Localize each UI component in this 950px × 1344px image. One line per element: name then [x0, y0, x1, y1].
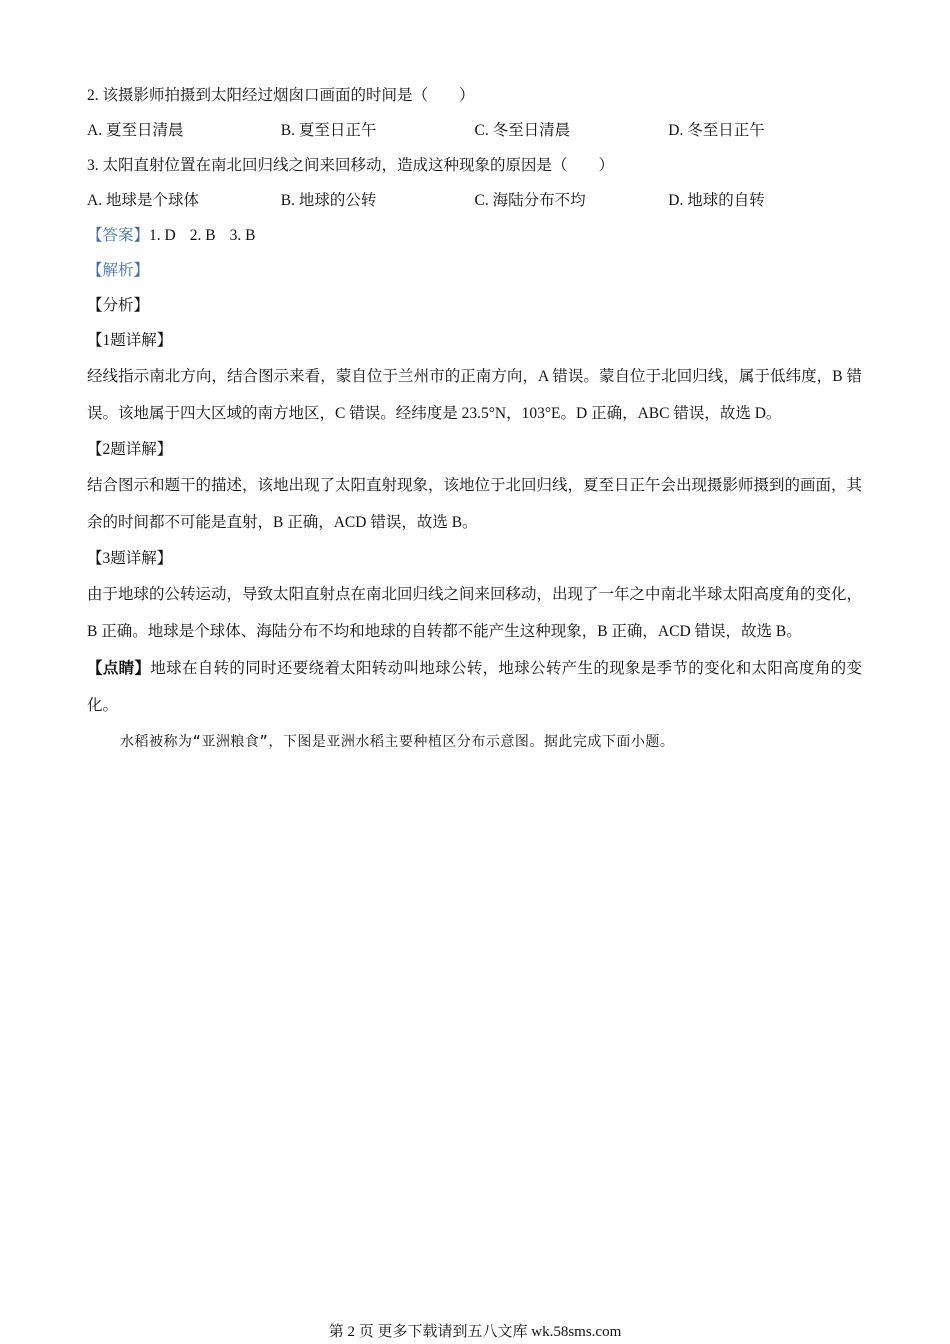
answer-label: 【答案】	[87, 227, 150, 244]
analysis-label: 【解析】	[87, 262, 150, 279]
question-3-option-b: B. 地球的公转	[280, 192, 377, 209]
question-2-option-c: C. 冬至日清晨	[474, 122, 571, 139]
next-question-intro: 水稻被称为“亚洲粮食”，下图是亚洲水稻主要种植区分布示意图。据此完成下面小题。	[120, 734, 675, 750]
question-2-stem: 2. 该摄影师拍摄到太阳经过烟囱口画面的时间是（ ）	[87, 87, 475, 104]
question-3-option-d: D. 地球的自转	[668, 192, 765, 209]
question-3-option-a: A. 地球是个球体	[87, 192, 199, 209]
question-2-option-d: D. 冬至日正午	[668, 122, 765, 139]
detail-3-text: 由于地球的公转运动，导致太阳直射点在南北回归线之间来回移动，出现了一年之中南北半球太阳高度角的变化，B 正确。地球是个球体、海陆分布不均和地球的自转都不能产生这种现象，B 正确，ACD 错误，故选 B。	[87, 586, 863, 640]
question-3-options	[87, 183, 862, 218]
answer-1: 1. D	[149, 227, 176, 244]
detail-3-label: 【3题详解】	[87, 550, 173, 567]
detail-1-text: 经线指示南北方向，结合图示来看，蒙自位于兰州市的正南方向，A 错误。蒙自位于北回归线，属于低纬度，B 错误。该地属于四大区域的南方地区，C 错误。经纬度是 23.5°N，103°E。D 正确，ABC 错误，故选 D。	[87, 368, 862, 422]
document-body	[87, 78, 862, 759]
question-2-option-b: B. 夏至日正午	[280, 122, 377, 139]
dianjing-paragraph	[87, 650, 862, 724]
answer-3: 3. B	[229, 227, 256, 244]
page-footer: 第 2 页 更多下载请到五八文库 wk.58sms.com	[328, 1324, 622, 1340]
fenxi-label: 【分析】	[87, 297, 150, 314]
dianjing-text: 地球在自转的同时还要绕着太阳转动叫地球公转，地球公转产生的现象是季节的变化和太阳高度角的变化。	[87, 660, 862, 714]
dianjing-label: 【点睛】	[87, 660, 151, 677]
answer-2: 2. B	[189, 227, 216, 244]
answer-line	[87, 218, 862, 253]
question-3-option-c: C. 海陆分布不均	[474, 192, 586, 209]
question-2-option-a: A. 夏至日清晨	[87, 122, 184, 139]
detail-1-label: 【1题详解】	[87, 332, 173, 349]
detail-2-label: 【2题详解】	[87, 441, 173, 458]
detail-2-text: 结合图示和题干的描述，该地出现了太阳直射现象，该地位于北回归线，夏至日正午会出现摄影师摄到的画面，其余的时间都不可能是直射，B 正确，ACD 错误，故选 B。	[87, 477, 863, 531]
question-2-options	[87, 113, 862, 148]
question-3-stem: 3. 太阳直射位置在南北回归线之间来回移动，造成这种现象的原因是（ ）	[87, 157, 615, 174]
